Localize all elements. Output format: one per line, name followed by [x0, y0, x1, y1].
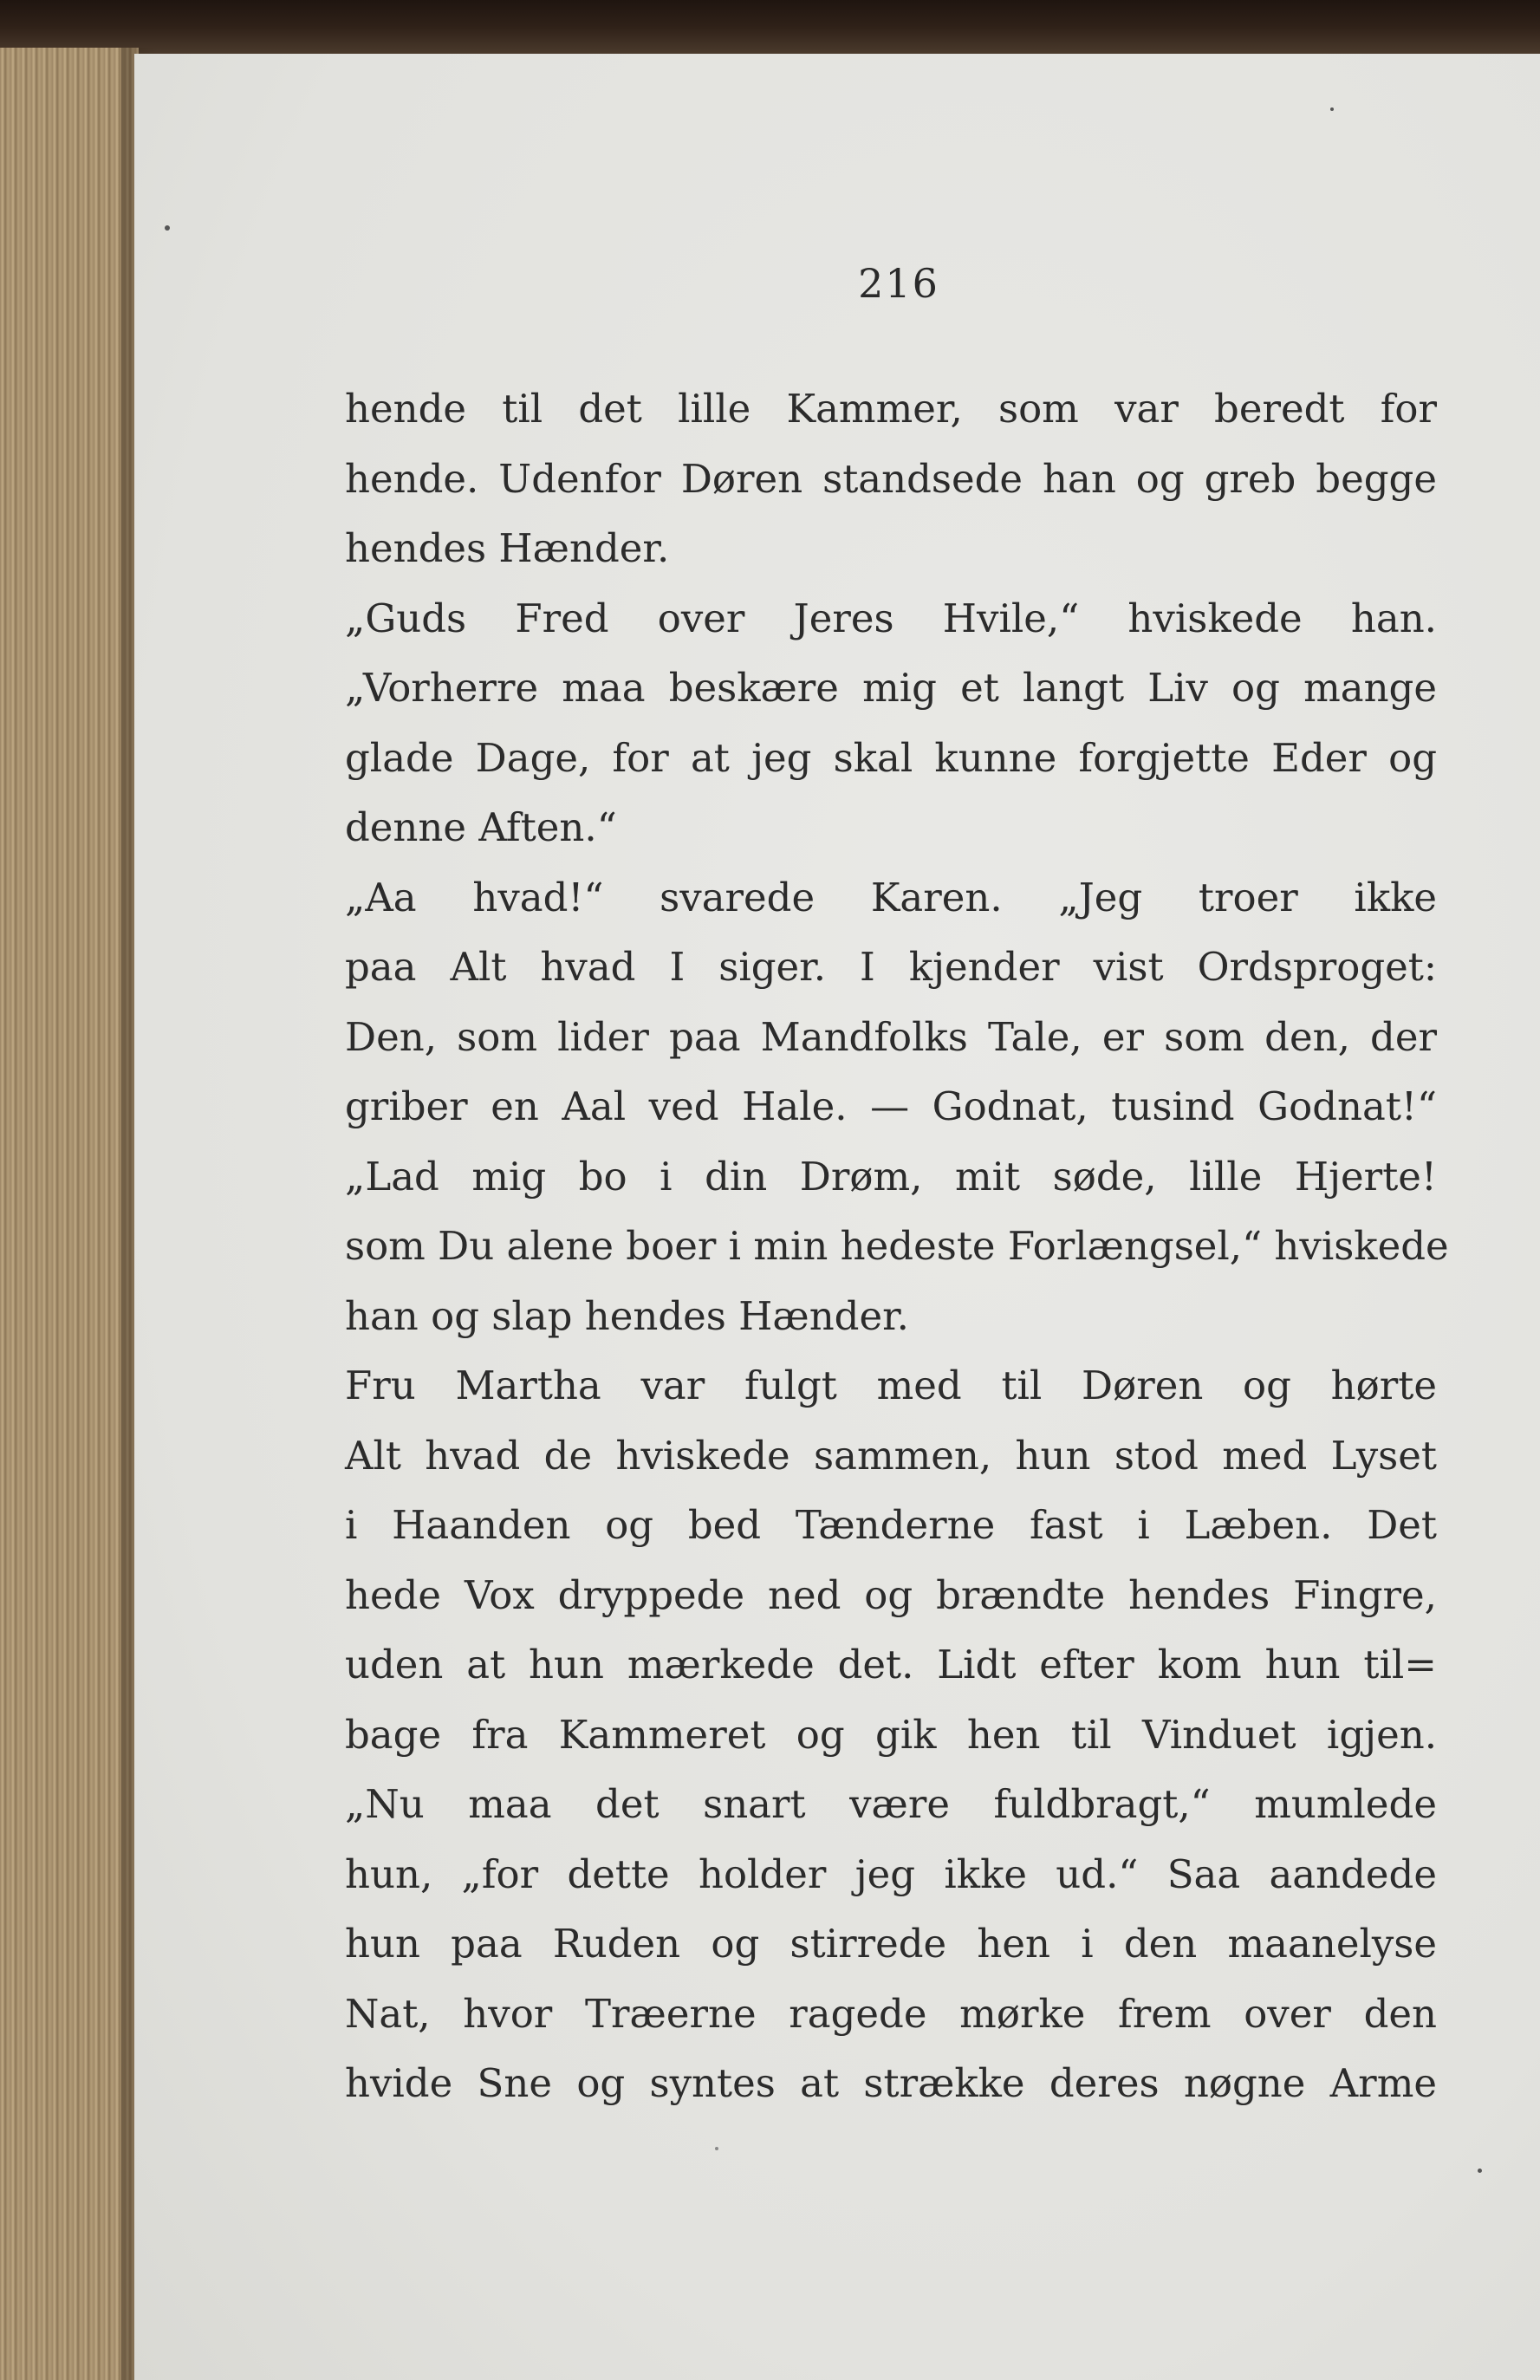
- text-line: Nat, hvor Træerne ragede mørke frem over den: [345, 1990, 1437, 2037]
- text-line: han og slap hendes Hænder.: [345, 1292, 909, 1339]
- text-line: „Vorherre maa beskære mig et langt Liv og mange: [345, 665, 1437, 711]
- paper-speck: [1330, 107, 1334, 111]
- text-line: hende. Udenfor Døren standsede han og greb begge: [345, 455, 1437, 502]
- page-body: [345, 374, 1449, 2119]
- page-edges: [0, 48, 139, 2380]
- text-line: Alt hvad de hviskede sammen, hun stod med Lyset: [345, 1432, 1437, 1479]
- text-line: „Lad mig bo i din Drøm, mit søde, lille Hjerte!: [345, 1153, 1437, 1200]
- text-line: paa Alt hvad I siger. I kjender vist Ordsproget:: [345, 944, 1437, 990]
- text-line: bage fra Kammeret og gik hen til Vinduet igjen.: [345, 1711, 1437, 1758]
- text-line: „Guds Fred over Jeres Hvile,“ hviskede han.: [345, 595, 1437, 641]
- text-line: i Haanden og bed Tænderne fast i Læben. Det: [345, 1502, 1437, 1548]
- text-line: hun paa Ruden og stirrede hen i den maanelyse: [345, 1921, 1437, 1967]
- page-number: 216: [858, 260, 939, 307]
- text-line: som Du alene boer i min hedeste Forlængsel,“ hviskede: [345, 1223, 1449, 1269]
- text-line: hede Vox dryppede ned og brændte hendes Fingre,: [345, 1571, 1437, 1618]
- text-line: hun, „for dette holder jeg ikke ud.“ Saa aandede: [345, 1850, 1437, 1897]
- text-line: denne Aften.“: [345, 804, 617, 850]
- paper-speck: [1478, 2169, 1482, 2173]
- paper-speck: [715, 2147, 718, 2150]
- text-line: hendes Hænder.: [345, 525, 670, 571]
- text-line: hvide Sne og syntes at strække deres nøgne Arme: [345, 2060, 1437, 2106]
- text-line: griber en Aal ved Hale. — Godnat, tusind Godnat!“: [345, 1083, 1437, 1129]
- top-shadow: [0, 0, 1540, 54]
- paper-speck: [165, 225, 170, 231]
- text-line: uden at hun mærkede det. Lidt efter kom hun til=: [345, 1642, 1437, 1687]
- text-line: „Aa hvad!“ svarede Karen. „Jeg troer ikke: [345, 874, 1437, 920]
- text-line: Fru Martha var fulgt med til Døren og hørte: [345, 1362, 1437, 1408]
- text-line: glade Dage, for at jeg skal kunne forgjette Eder og: [345, 734, 1437, 781]
- text-line: Den, som lider paa Mandfolks Tale, er som den, der: [345, 1013, 1437, 1060]
- text-line: „Nu maa det snart være fuldbragt,“ mumlede: [345, 1781, 1437, 1827]
- text-line: hende til det lille Kammer, som var beredt for: [345, 386, 1437, 432]
